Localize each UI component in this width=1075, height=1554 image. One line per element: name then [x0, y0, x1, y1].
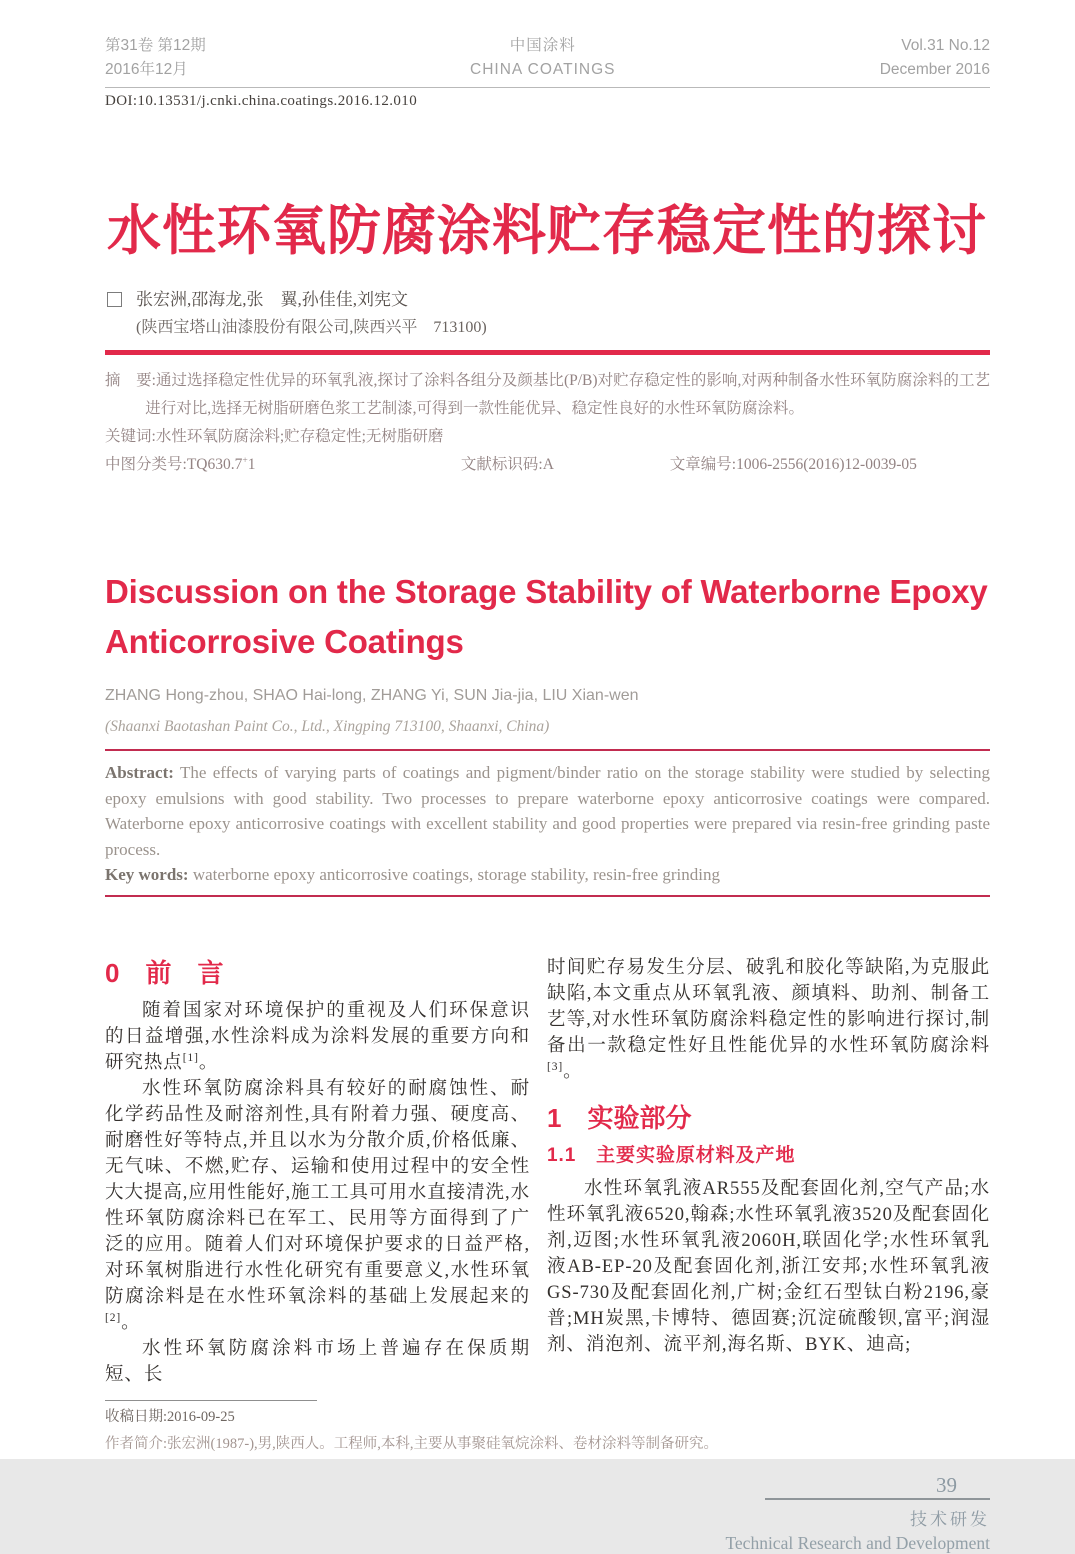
footnote-divider — [105, 1400, 317, 1401]
journal-header — [105, 34, 990, 110]
document-code-value: A — [542, 456, 554, 473]
abstract-divider-bottom — [105, 895, 990, 897]
document-code-label: 文献标识码: — [460, 456, 543, 473]
article-number-label: 文章编号: — [669, 456, 737, 473]
abstract-label-cn: 摘 要: — [105, 372, 156, 389]
clc-label: 中图分类号: — [105, 456, 187, 473]
intro-paragraph-3-continued-text: 时间贮存易发生分层、破乳和胶化等缺陷,为克服此缺陷,本文重点从环氧乳液、颜填料、助剂、制备工艺等,对水性环氧防腐涂料稳定性的影响进行探讨,制备出一款稳定性好且性能优异的水性环氧防腐涂料 — [547, 957, 990, 1056]
intro-paragraph-3-continued-end: 。 — [563, 1061, 583, 1082]
abstract-cn — [105, 367, 990, 423]
intro-paragraph-1-text: 随着国家对环境保护的重视及人们环保意识的日益增强,水性涂料成为涂料发展的重要方向和研究热点 — [105, 1000, 530, 1073]
clc-superscript: + — [242, 454, 248, 466]
received-date-label: 收稿日期: — [105, 1408, 168, 1425]
keywords-cn — [105, 423, 990, 451]
article-meta-row — [105, 451, 990, 479]
affiliation-cn: (陕西宝塔山油漆股份有限公司,陕西兴平 713100) — [136, 319, 487, 336]
intro-paragraph-2-end: 。 — [121, 1312, 141, 1333]
article-title-en — [105, 567, 990, 667]
authors-row-cn — [105, 288, 990, 312]
abstract-label-en: Abstract: — [105, 763, 174, 782]
intro-paragraph-1-end: 。 — [198, 1052, 219, 1073]
journal-name-cn: 中国涂料 — [509, 37, 576, 54]
author-bio-label: 作者简介: — [105, 1435, 168, 1452]
intro-paragraph-1 — [105, 998, 530, 1076]
reference-1: [1] — [182, 1051, 199, 1064]
issue-info-en — [880, 34, 990, 82]
abstract-block-en — [105, 760, 990, 888]
column-name-cn: 技术研发 — [910, 1509, 990, 1529]
materials-paragraph: 水性环氧乳液AR555及配套固化剂,空气产品;水性环氧乳液6520,翰森;水性环氧乳液3520及配套固化剂,迈图;水性环氧乳液2060H,联固化学;水性环氧乳液AB-EP-20及配套固化剂,浙江安邦;水性环氧乳液GS-730及配套固化剂,广树;金红石型钛白粉2196,豪普;MH炭黑,卡博特、德固赛;沉淀硫酸钡,富平;润湿剂、消泡剂、流平剂,海名斯、BYK、迪高; — [547, 1178, 990, 1355]
article-number-value: 1006-2556(2016)12-0039-05 — [736, 456, 917, 473]
section-heading-intro: 0 前 言 — [105, 957, 224, 988]
column-name-en: Technical Research and Development — [725, 1532, 990, 1553]
reference-3: [3] — [547, 1060, 564, 1073]
authors-cn: 张宏洲,邵海龙,张 翼,孙佳佳,刘宪文 — [136, 290, 408, 309]
keywords-text-en: waterborne epoxy anticorrosive coatings, storage stability, resin-free grinding — [188, 865, 720, 884]
keywords-en — [105, 862, 990, 888]
article-title-cn: 水性环氧防腐涂料贮存稳定性的探讨 — [107, 201, 987, 261]
abstract-text-cn: 通过选择稳定性优异的环氧乳液,探讨了涂料各组分及颜基比(P/B)对贮存稳定性的影响,对两种制备水性环氧防腐涂料的工艺进行对比,选择无树脂研磨色浆工艺制漆,可得到一款性能优异、稳定性良好的水性环氧防腐涂料。 — [145, 372, 991, 417]
author-marker-square — [107, 292, 122, 307]
journal-header-row — [105, 34, 990, 82]
keywords-label-en: Key words: — [105, 865, 189, 884]
document-code — [461, 451, 666, 479]
keywords-label-cn: 关键词: — [105, 428, 156, 445]
doi-line: DOI:10.13531/j.cnki.china.coatings.2016.12.010 — [105, 93, 418, 109]
body-column-left — [105, 955, 530, 1388]
issue-volume-en: Vol.31 No.12 — [901, 37, 990, 54]
footnote-block — [105, 1400, 990, 1456]
intro-paragraph-2-text: 水性环氧防腐涂料具有较好的耐腐蚀性、耐化学药品性及耐溶剂性,具有附着力强、硬度高、耐磨性好等特点,并且以水为分散介质,价格低廉、无气味、不燃,贮存、运输和使用过程中的安全性大大提高,应用性能好,施工工具可用水直接清洗,水性环氧防腐涂料已在军工、民用等方面得到了广泛的应用。随着人们对环境保护要求的日益严格,对环氧树脂进行水性化研究有重要意义,水性环氧防腐涂料是在水性环氧涂料的基础上发展起来的 — [105, 1078, 530, 1307]
issue-info — [105, 34, 206, 82]
authors-en: ZHANG Hong-zhou, SHAO Hai-long, ZHANG Yi, SUN Jia-jia, LIU Xian-wen — [105, 687, 639, 704]
issue-volume-cn: 第31卷 第12期 — [105, 37, 206, 54]
journal-name — [470, 34, 615, 82]
intro-paragraph-2 — [105, 1076, 530, 1336]
section-heading-experiment: 1 实验部分 — [547, 1102, 692, 1133]
intro-paragraph-3-continued — [547, 955, 990, 1085]
affiliation-en: (Shaanxi Baotashan Paint Co., Ltd., Xingping 713100, Shaanxi, China) — [105, 718, 550, 735]
article-number — [670, 456, 917, 473]
header-divider — [105, 87, 990, 88]
abstract-text-en: The effects of varying parts of coatings and pigment/binder ratio on the storage stability were studied by selecting epoxy emulsions with good stability. Two processes to prepare waterborne epoxy anticorrosive coatings were compared. Waterborne epoxy anticorrosive coatings with excellent stability and good properties were prepared via resin-free grinding paste process. — [105, 763, 990, 859]
body-column-right — [547, 955, 990, 1388]
abstract-en — [105, 760, 990, 862]
received-date-line — [105, 1406, 990, 1429]
issue-date-cn: 2016年12月 — [105, 61, 188, 78]
clc-suffix: 1 — [247, 456, 256, 473]
reference-2: [2] — [105, 1311, 122, 1324]
keywords-text-cn: 水性环氧防腐涂料;贮存稳定性;无树脂研磨 — [155, 428, 444, 445]
abstract-divider-top — [105, 749, 990, 751]
intro-paragraph-3: 水性环氧防腐涂料市场上普遍存在保质期短、长 — [105, 1338, 530, 1385]
journal-name-en: CHINA COATINGS — [470, 61, 616, 78]
received-date-value: 2016-09-25 — [167, 1408, 235, 1425]
abstract-block-cn — [105, 367, 990, 479]
article-title-en-line1: Discussion on the Storage Stability of Waterborne Epoxy — [105, 573, 988, 610]
body-columns — [105, 955, 990, 1388]
footer-divider — [765, 1498, 990, 1500]
title-divider-rule — [105, 350, 990, 355]
author-bio-text: 张宏洲(1987-),男,陕西人。工程师,本科,主要从事聚硅氧烷涂料、卷材涂料等制备研究。 — [167, 1435, 719, 1452]
article-title-en-line2: Anticorrosive Coatings — [105, 623, 464, 660]
author-bio-line — [105, 1433, 990, 1456]
page-footer — [105, 1472, 990, 1554]
subsection-heading-materials: 1.1 主要实验原材料及产地 — [547, 1144, 796, 1166]
issue-date-en: December 2016 — [879, 61, 990, 78]
clc-number — [105, 451, 457, 479]
page-number: 39 — [936, 1472, 957, 1497]
clc-value: TQ630.7 — [186, 456, 243, 473]
